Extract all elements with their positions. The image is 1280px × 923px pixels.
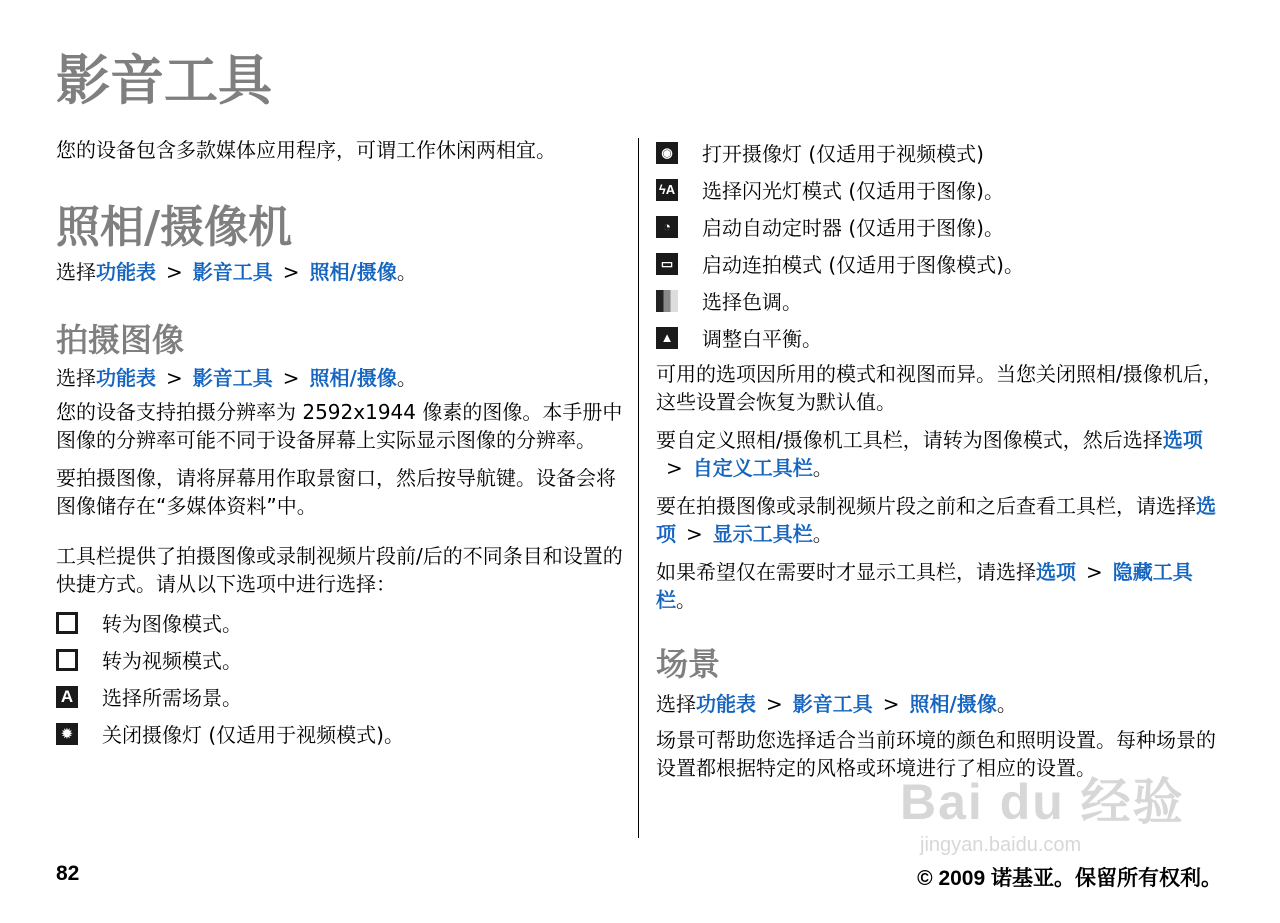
show-toolbar-text: 要在拍摄图像或录制视频片段之前和之后查看工具栏，请选择 (656, 494, 1196, 518)
link-menu[interactable]: 功能表 (696, 692, 756, 716)
list-item-text: 启动连拍模式 (仅适用于图像模式)。 (702, 253, 1024, 277)
customize-text: 要自定义照相/摄像机工具栏，请转为图像模式，然后选择 (656, 428, 1163, 452)
breadcrumb-separator: > (166, 260, 183, 284)
link-customize-toolbar[interactable]: 自定义工具栏 (692, 456, 813, 480)
scenes-paragraph: 场景可帮助您选择适合当前环境的颜色和照明设置。每种场景的设置都根据特定的风格或环境进行了相应的设置。 (656, 728, 1216, 780)
color-tone-icon (656, 290, 678, 312)
capture-paragraph: 要拍摄图像，请将屏幕用作取景窗口，然后按导航键。设备会将图像储存在“多媒体资料”中。 (56, 466, 616, 518)
breadcrumb-end: 。 (996, 692, 1017, 716)
breadcrumb-end: 。 (396, 260, 417, 284)
link-hide-toolbar[interactable]: 隐藏工具栏 (656, 560, 1193, 612)
link-menu[interactable]: 功能表 (96, 366, 156, 390)
link-menu[interactable]: 功能表 (96, 260, 156, 284)
breadcrumb-separator: > (166, 366, 183, 390)
burst-mode-icon: ▭ (656, 253, 678, 275)
link-options[interactable]: 选项 (1036, 560, 1076, 584)
watermark-logo: Bai du 经验 (900, 774, 1185, 830)
list-item-text: 关闭摄像灯 (仅适用于视频模式)。 (102, 723, 404, 747)
list-item (56, 641, 624, 678)
link-media-tools[interactable]: 影音工具 (192, 260, 273, 284)
breadcrumb-separator: > (882, 692, 900, 716)
self-timer-icon: ◔ (656, 216, 678, 238)
breadcrumb-camera (56, 258, 624, 286)
list-item (56, 715, 624, 752)
link-show-toolbar[interactable]: 显示工具栏 (712, 522, 813, 546)
list-item-text: 启动自动定时器 (仅适用于图像)。 (702, 216, 1004, 240)
list-item-text: 转为视频模式。 (102, 649, 242, 673)
list-item-text: 调整白平衡。 (702, 327, 822, 351)
list-item-text: 选择闪光灯模式 (仅适用于图像)。 (702, 179, 1004, 203)
link-options[interactable]: 选项 (656, 494, 1216, 546)
paragraph-end: 。 (812, 456, 833, 480)
list-item-text: 打开摄像灯 (仅适用于视频模式) (702, 142, 984, 166)
link-camera[interactable]: 照相/摄像 (309, 366, 397, 390)
section-title-camera: 照相/摄像机 (56, 202, 293, 253)
subsection-title-capture: 拍摄图像 (56, 321, 185, 359)
options-paragraph: 可用的选项因所用的模式和视图而异。当您关闭照相/摄像机后，这些设置会恢复为默认值。 (656, 362, 1223, 414)
white-balance-icon: ▲ (656, 327, 678, 349)
video-mode-icon: ▤ (56, 649, 78, 671)
resolution-paragraph: 您的设备支持拍摄分辨率为 2592x1944 像素的图像。本手册中图像的分辨率可能不同于设备屏幕上实际显示图像的分辨率。 (56, 400, 623, 452)
link-camera[interactable]: 照相/摄像 (909, 692, 997, 716)
list-item (656, 134, 1226, 171)
list-item (656, 171, 1226, 208)
watermark-url: jingyan.baidu.com (920, 834, 1082, 856)
toolbar-paragraph: 工具栏提供了拍摄图像或录制视频片段前/后的不同条目和设置的快捷方式。请从以下选项中进行选择： (56, 544, 623, 596)
breadcrumb-separator: > (686, 522, 703, 546)
copyright: © 2009 诺基亚。保留所有权利。 (917, 867, 1222, 890)
list-item (656, 282, 1226, 319)
paragraph-end: 。 (676, 588, 696, 612)
subsection-title-scenes: 场景 (656, 645, 721, 683)
breadcrumb-end: 。 (396, 366, 417, 390)
list-item-text: 选择色调。 (702, 290, 802, 314)
link-media-tools[interactable]: 影音工具 (192, 366, 273, 390)
breadcrumb-separator: > (282, 366, 300, 390)
list-item-text: 转为图像模式。 (102, 612, 242, 636)
link-options[interactable]: 选项 (1162, 428, 1203, 452)
list-item (56, 604, 624, 641)
link-media-tools[interactable]: 影音工具 (792, 692, 873, 716)
list-item (656, 245, 1226, 282)
right-column (656, 134, 1226, 782)
breadcrumb-prefix: 选择 (56, 260, 96, 284)
scene-icon: A (56, 686, 78, 708)
list-item-text: 选择所需场景。 (102, 686, 242, 710)
breadcrumb-separator: > (766, 692, 783, 716)
light-off-icon: ✹ (56, 723, 78, 745)
breadcrumb-prefix: 选择 (56, 366, 96, 390)
breadcrumb-scenes (656, 690, 1226, 718)
show-toolbar-paragraph (656, 492, 1226, 548)
column-divider (638, 138, 639, 838)
intro-paragraph: 您的设备包含多款媒体应用程序，可谓工作休闲两相宜。 (56, 138, 556, 162)
camera-mode-icon: ◘ (56, 612, 78, 634)
breadcrumb-prefix: 选择 (656, 692, 696, 716)
list-item (56, 678, 624, 715)
hide-toolbar-text: 如果希望仅在需要时才显示工具栏，请选择 (656, 560, 1036, 584)
flash-icon: ϟA (656, 179, 678, 201)
customize-paragraph (656, 426, 1226, 482)
page-title: 影音工具 (56, 49, 272, 112)
breadcrumb-separator: > (666, 456, 683, 480)
light-on-icon: ◉ (656, 142, 678, 164)
hide-toolbar-paragraph (656, 558, 1226, 614)
breadcrumb-capture (56, 364, 624, 392)
breadcrumb-separator: > (282, 260, 300, 284)
paragraph-end: 。 (812, 522, 833, 546)
left-column (56, 136, 624, 752)
list-item (656, 319, 1226, 356)
breadcrumb-separator: > (1086, 560, 1103, 584)
page-number: 82 (56, 862, 80, 885)
link-camera[interactable]: 照相/摄像 (309, 260, 397, 284)
list-item (656, 208, 1226, 245)
